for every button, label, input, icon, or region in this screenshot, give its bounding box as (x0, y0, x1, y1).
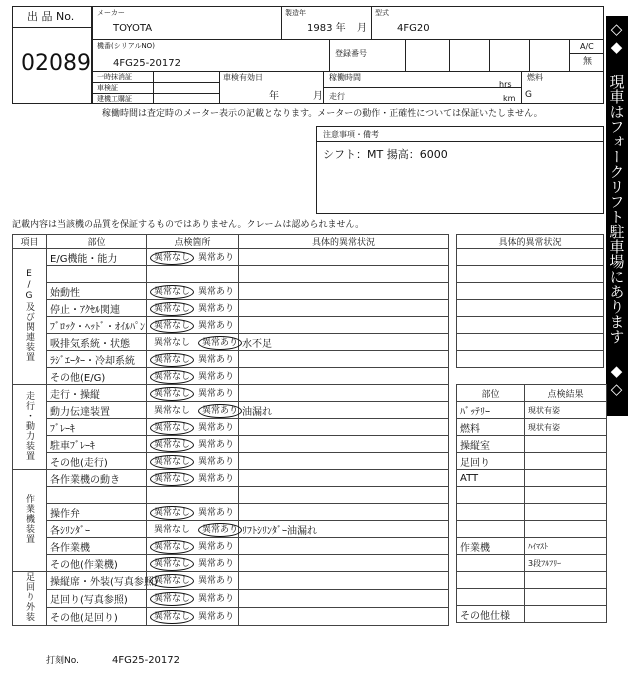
right-detail-header: 具体的異常状況 (457, 235, 604, 249)
normal-option: 異常なし (150, 472, 194, 486)
part-cell (47, 266, 147, 283)
group-name: 作業機装置 (24, 494, 34, 544)
check-cell (147, 317, 239, 334)
detail-cell (239, 470, 449, 487)
abnormal-option: 異常あり (198, 439, 235, 450)
serial-label: 機番(シリアルNO) (97, 42, 155, 50)
abnormal-option: 異常あり (198, 354, 235, 365)
ac-label: A/C (580, 42, 594, 51)
side-banner-text: ◇◆ 現車はフォークリフト駐車場にあります ◆◇ (607, 20, 626, 398)
abnormal-option: 異常あり (198, 612, 235, 622)
detail-cell (239, 572, 449, 590)
table-row (13, 351, 449, 368)
detail-cell (239, 555, 449, 572)
right-result-cell: 3段ﾌﾙﾌﾘｰ (525, 555, 607, 572)
table-row (457, 572, 607, 589)
normal-option: 異常なし (150, 387, 194, 401)
right-detail-cell (457, 283, 604, 300)
abnormal-option: 異常あり (198, 473, 235, 484)
table-row (13, 249, 449, 266)
table-row (457, 538, 607, 555)
abnormal-option: 異常あり (198, 404, 242, 418)
header-check: 点検箇所 (147, 235, 239, 249)
part-cell: 動力伝達装置 (47, 402, 147, 419)
lot-number: 02089 (21, 51, 91, 76)
part-cell: 吸排気系統・状態 (47, 334, 147, 351)
table-row (457, 589, 607, 606)
side-banner (606, 16, 628, 416)
detail-cell (239, 608, 449, 626)
model-label: 型式 (375, 9, 389, 17)
right-detail-cell (457, 249, 604, 266)
right-detail-cell (457, 351, 604, 368)
right-part-cell: 燃料 (457, 419, 525, 436)
abnormal-option: 異常あり (198, 594, 235, 604)
table-row (457, 487, 607, 504)
part-cell: その他(E/G) (47, 368, 147, 385)
detail-cell (239, 436, 449, 453)
check-cell (147, 608, 239, 626)
table-row (457, 419, 607, 436)
normal-option: 異常なし (154, 337, 191, 348)
detail-cell (239, 590, 449, 608)
part-cell: ﾗｼﾞｴｰﾀｰ・冷却系統 (47, 351, 147, 368)
right-result-cell: 現状有姿 (525, 419, 607, 436)
check-cell (147, 436, 239, 453)
right-result-cell (525, 521, 607, 538)
maker-label: メーカー (97, 9, 125, 17)
detail-cell (239, 283, 449, 300)
right-detail-cell (457, 266, 604, 283)
part-cell: ﾌﾞﾚｰｷ (47, 419, 147, 436)
table-row (457, 521, 607, 538)
table-row (13, 436, 449, 453)
table-row (13, 283, 449, 300)
part-cell: その他(走行) (47, 453, 147, 470)
right-detail-table (456, 234, 604, 368)
abnormal-option: 異常あり (198, 336, 242, 350)
inspection-year-unit: 年 (269, 91, 279, 102)
normal-option: 異常なし (150, 540, 194, 554)
inspection-table (12, 234, 449, 626)
work-cert-label: 建機工購証 (97, 95, 132, 103)
check-cell (147, 368, 239, 385)
check-cell (147, 402, 239, 419)
table-row (457, 402, 607, 419)
right-part-cell (457, 589, 525, 606)
right-result-cell (525, 436, 607, 453)
detail-cell (239, 487, 449, 504)
normal-option: 異常なし (154, 524, 191, 535)
check-cell (147, 419, 239, 436)
right-detail-cell (457, 317, 604, 334)
abnormal-option: 異常あり (198, 388, 235, 399)
inspection-label: 車検有効日 (223, 73, 263, 82)
check-cell (147, 555, 239, 572)
detail-cell (239, 504, 449, 521)
right-result-cell (525, 487, 607, 504)
km-unit: km (503, 94, 516, 103)
abnormal-option: 異常あり (198, 371, 235, 382)
check-cell (147, 487, 239, 504)
part-cell: 走行・操縦 (47, 385, 147, 402)
remarks-box (316, 126, 604, 214)
group-label (13, 385, 47, 470)
group-name: 走行・動力装置 (24, 390, 34, 461)
check-cell (147, 572, 239, 590)
normal-option: 異常なし (150, 610, 194, 624)
part-cell: 駐車ﾌﾞﾚｰｷ (47, 436, 147, 453)
part-cell: 各ｼﾘﾝﾀﾞｰ (47, 521, 147, 538)
part-cell: 停止・ｱｸｾﾙ関連 (47, 300, 147, 317)
normal-option: 異常なし (150, 438, 194, 452)
right-result-cell (525, 453, 607, 470)
vehicle-cert-label: 車検証 (97, 84, 118, 92)
table-row (13, 385, 449, 402)
abnormal-option: 異常あり (198, 252, 235, 263)
normal-option: 異常なし (150, 592, 194, 606)
reg-label: 登録番号 (335, 49, 367, 58)
lot-box (12, 6, 92, 104)
abnormal-option: 異常あり (198, 576, 235, 586)
right-part-cell: 足回り (457, 453, 525, 470)
right-header-part: 部位 (457, 385, 525, 402)
normal-option: 異常なし (150, 302, 194, 316)
remarks-text: シフト：MT 揚高：6000 (323, 148, 448, 161)
part-cell: ﾌﾞﾛｯｸ・ﾍｯﾄﾞ・ｵｲﾙﾊﾟﾝ (47, 317, 147, 334)
check-cell (147, 453, 239, 470)
normal-option: 異常なし (150, 285, 194, 299)
detail-cell: ﾘﾌﾄｼﾘﾝﾀﾞｰ油漏れ (239, 521, 449, 538)
detail-cell (239, 368, 449, 385)
table-row (457, 453, 607, 470)
detail-cell (239, 419, 449, 436)
hrs-unit: hrs (499, 80, 512, 89)
detail-cell (239, 317, 449, 334)
right-result-cell (525, 470, 607, 487)
abnormal-option: 異常あり (198, 541, 235, 552)
stamp-label: 打刻No. (46, 656, 79, 666)
table-row (457, 555, 607, 572)
normal-option: 異常なし (150, 370, 194, 384)
table-row (13, 317, 449, 334)
part-cell: その他(作業機) (47, 555, 147, 572)
detail-cell (239, 453, 449, 470)
table-row (13, 572, 449, 590)
part-cell: 各作業機の動き (47, 470, 147, 487)
part-cell: 始動性 (47, 283, 147, 300)
serial-value: 4FG25-20172 (113, 58, 182, 69)
check-cell (147, 521, 239, 538)
abnormal-option: 異常あり (198, 507, 235, 518)
header-detail: 具体的異常状況 (239, 235, 449, 249)
year-label: 製造年 (285, 9, 306, 17)
table-row (13, 590, 449, 608)
quality-notice: 記載内容は当該機の品質を保証するものではありません。クレームは認められません。 (12, 220, 365, 230)
check-cell (147, 504, 239, 521)
normal-option: 異常なし (150, 251, 194, 265)
table-row (13, 470, 449, 487)
right-result-cell (525, 606, 607, 623)
right-result-cell (525, 572, 607, 589)
table-row (13, 504, 449, 521)
abnormal-option: 異常あり (198, 456, 235, 467)
normal-option: 異常なし (150, 353, 194, 367)
remarks-label: 注意事項・備考 (323, 130, 379, 139)
normal-option: 異常なし (150, 455, 194, 469)
group-label (13, 572, 47, 626)
right-result-cell (525, 589, 607, 606)
check-cell (147, 266, 239, 283)
part-cell: E/G機能・能力 (47, 249, 147, 266)
part-cell: 足回り(写真参照) (47, 590, 147, 608)
check-cell (147, 249, 239, 266)
table-row (13, 555, 449, 572)
table-row (13, 266, 449, 283)
normal-option: 異常なし (150, 319, 194, 333)
table-row (13, 334, 449, 351)
abnormal-option: 異常あり (198, 422, 235, 433)
right-part-cell: ﾊﾞｯﾃﾘｰ (457, 402, 525, 419)
table-row (13, 521, 449, 538)
table-row (13, 453, 449, 470)
right-detail-cell (457, 334, 604, 351)
right-result-cell: ﾊｲﾏｽﾄ (525, 538, 607, 555)
right-result-cell: 現状有姿 (525, 402, 607, 419)
check-cell (147, 385, 239, 402)
travel-label: 走行 (329, 92, 345, 101)
right-part-cell (457, 572, 525, 589)
right-part-cell (457, 504, 525, 521)
abnormal-option: 異常あり (198, 523, 242, 537)
abnormal-option: 異常あり (198, 303, 235, 314)
table-row (457, 436, 607, 453)
check-cell (147, 590, 239, 608)
check-cell (147, 470, 239, 487)
ac-value: 無 (583, 57, 593, 67)
check-cell (147, 300, 239, 317)
right-part-cell: 操縦室 (457, 436, 525, 453)
table-row (13, 487, 449, 504)
part-cell: 操作弁 (47, 504, 147, 521)
table-row (13, 608, 449, 626)
right-part-cell (457, 521, 525, 538)
model-value: 4FG20 (397, 23, 430, 34)
month-unit: 月 (357, 23, 367, 34)
check-cell (147, 538, 239, 555)
group-label (13, 470, 47, 572)
detail-cell (239, 385, 449, 402)
detail-cell: 水不足 (239, 334, 449, 351)
part-cell: 操縦席・外装(写真参照) (47, 572, 147, 590)
detail-cell (239, 351, 449, 368)
check-cell (147, 283, 239, 300)
fuel-value: G (525, 90, 532, 100)
normal-option: 異常なし (150, 557, 194, 571)
right-result-table (456, 384, 607, 623)
table-row (13, 538, 449, 555)
table-row (457, 470, 607, 487)
table-header-row (13, 235, 449, 249)
fuel-label: 燃料 (527, 73, 543, 82)
detail-cell (239, 266, 449, 283)
header-item: 項目 (13, 235, 47, 249)
table-row (13, 402, 449, 419)
group-label (13, 249, 47, 385)
header-part: 部位 (47, 235, 147, 249)
table-row (13, 368, 449, 385)
right-result-cell (525, 504, 607, 521)
check-cell (147, 334, 239, 351)
maker-value: TOYOTA (113, 23, 153, 34)
right-part-cell: その他仕様 (457, 606, 525, 623)
group-name: 足回り外装 (24, 572, 34, 622)
year-value: 1983 年 (307, 23, 346, 34)
detail-cell (239, 249, 449, 266)
normal-option: 異常なし (154, 405, 191, 416)
lot-label: 出 品 No. (27, 10, 75, 23)
normal-option: 異常なし (150, 574, 194, 588)
hours-notice: 稼働時間は査定時のメーター表示の記載となります。メーターの動作・正確性については保証いたしません。 (102, 109, 543, 119)
header-grid (92, 6, 604, 104)
normal-option: 異常なし (150, 421, 194, 435)
detail-cell (239, 300, 449, 317)
stamp-value: 4FG25-20172 (112, 655, 181, 666)
part-cell (47, 487, 147, 504)
table-row (13, 300, 449, 317)
part-cell: その他(足回り) (47, 608, 147, 626)
normal-option: 異常なし (150, 506, 194, 520)
temp-cert-label: 一時抹消証 (97, 73, 132, 81)
right-detail-cell (457, 300, 604, 317)
right-header-result: 点検結果 (525, 385, 607, 402)
detail-cell (239, 538, 449, 555)
part-cell: 各作業機 (47, 538, 147, 555)
abnormal-option: 異常あり (198, 320, 235, 331)
table-row (457, 504, 607, 521)
right-part-cell: 作業機 (457, 538, 525, 555)
check-cell (147, 351, 239, 368)
right-part-cell: ATT (457, 470, 525, 487)
inspection-month-unit: 月 (313, 91, 323, 102)
table-row (457, 606, 607, 623)
right-part-cell (457, 555, 525, 572)
hours-label: 稼働時間 (329, 73, 361, 82)
abnormal-option: 異常あり (198, 286, 235, 297)
detail-cell: 油漏れ (239, 402, 449, 419)
abnormal-option: 異常あり (198, 558, 235, 569)
table-row (13, 419, 449, 436)
group-name: E/G及び関連装置 (24, 268, 34, 362)
right-part-cell (457, 487, 525, 504)
